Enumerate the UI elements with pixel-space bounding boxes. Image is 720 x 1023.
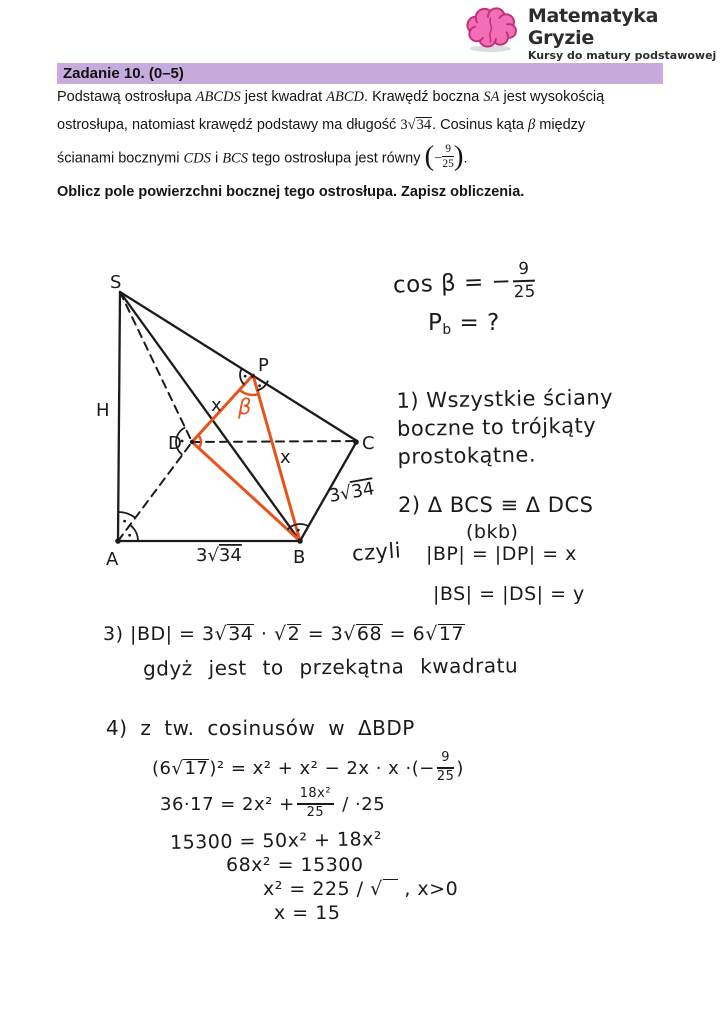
text-segment: cos β = − xyxy=(392,268,512,299)
note-step2-congruence: 2) Δ BCS ≡ Δ DCS xyxy=(398,493,594,517)
text-segment: między xyxy=(535,117,586,133)
note-czyli: czyli xyxy=(351,538,402,566)
problem-header: Zadanie 10. (0–5) xyxy=(57,63,663,84)
fraction-numerator: 9 xyxy=(442,143,454,157)
radicand: 68 xyxy=(356,623,383,645)
fraction-denominator: 25 xyxy=(513,281,537,301)
note-line: 1) Wszystkie ściany xyxy=(396,385,614,413)
fraction-numerator: 18x² xyxy=(297,788,334,805)
text-segment: . xyxy=(463,150,468,167)
text-segment: (6√ xyxy=(152,757,184,779)
label-ab-length: 3√34 xyxy=(196,545,242,566)
text-segment: Podstawą ostrosłupa xyxy=(57,89,196,105)
text-segment: i xyxy=(210,150,223,167)
note-eq-cosine-law xyxy=(152,750,464,785)
label-C: C xyxy=(362,433,375,454)
label-S: S xyxy=(110,272,122,293)
note-line: boczne to trójkąty xyxy=(396,413,597,441)
label-beta: β xyxy=(238,395,252,419)
note-eq-bp-dp: |BP| = |DP| = x xyxy=(426,543,577,565)
label-B: B xyxy=(293,547,306,568)
radicand: 2 xyxy=(287,623,301,645)
radicand: 17 xyxy=(184,757,209,779)
text-segment: = 6√ xyxy=(383,623,438,645)
text-segment: / ·25 xyxy=(336,793,386,815)
note-step3-reason: gdyż jest to przekątna kwadratu xyxy=(142,653,519,681)
task-statement: Oblicz pole powierzchni bocznej tego ostrosłupa. Zapisz obliczenia. xyxy=(57,184,525,200)
text-segment: · √ xyxy=(254,623,287,645)
math-var: CDS xyxy=(183,150,211,167)
note-cos-beta xyxy=(392,258,538,305)
problem-line-3 xyxy=(57,142,667,175)
vertex-dots xyxy=(115,374,359,544)
fraction-denominator: 25 xyxy=(442,158,454,170)
math-var: SA xyxy=(483,89,500,105)
fraction xyxy=(437,752,454,784)
problem-line-2 xyxy=(57,117,667,134)
note-eq-68x2: 68x² = 15300 xyxy=(226,854,364,876)
label-H: H xyxy=(96,400,110,421)
text-segment: 36·17 = 2x² + xyxy=(160,793,295,815)
fraction xyxy=(442,143,454,170)
open-paren: ( xyxy=(424,140,435,172)
text-segment: P xyxy=(428,310,443,336)
text-segment: . Cosinus kąta xyxy=(432,117,528,133)
note-step1 xyxy=(396,383,614,471)
text-segment: = 3√ xyxy=(301,623,356,645)
note-step4-law-of-cosines: 4) z tw. cosinusów w ΔBDP xyxy=(106,716,415,740)
note-pb-question xyxy=(428,310,500,338)
text-segment: )² = x² + x² − 2x · x ·(− xyxy=(209,757,435,779)
text-segment: . Krawędź boczna xyxy=(364,89,484,105)
logo-title: Matematyka Gryzie xyxy=(527,5,659,49)
text-segment: ) xyxy=(456,757,464,779)
fraction-numerator: 9 xyxy=(513,261,536,282)
fraction-numerator: 9 xyxy=(437,752,454,769)
subscript: b xyxy=(442,322,452,338)
note-eq-simplified xyxy=(160,786,386,821)
text-segment: ścianami bocznymi xyxy=(57,150,184,167)
brain-icon xyxy=(462,4,519,54)
close-paren: ) xyxy=(453,140,464,172)
fraction xyxy=(513,258,537,301)
label-bc-length: 3√34 xyxy=(327,478,377,507)
text-segment: , x>0 xyxy=(397,878,459,900)
radicand: 17 xyxy=(438,623,464,645)
note-eq-x-15: x = 15 xyxy=(274,902,341,924)
text-segment: jest wysokością xyxy=(499,89,605,105)
note-step3-diagonal xyxy=(103,623,465,645)
text-segment: x² = 225 / √ xyxy=(263,878,383,900)
note-line: prostokątne. xyxy=(397,442,537,469)
label-P: P xyxy=(258,355,269,376)
text-segment: jest kwadrat xyxy=(240,89,327,105)
note-step2-criterion: (bkb) xyxy=(466,521,519,543)
math-var: BCS xyxy=(222,150,248,167)
label-D: D xyxy=(168,433,182,454)
fraction-denominator: 25 xyxy=(306,804,325,820)
note-eq-bs-ds: |BS| = |DS| = y xyxy=(433,583,585,605)
fraction-denominator: 25 xyxy=(436,768,455,784)
text-segment: 3) |BD| = 3√ xyxy=(103,623,228,645)
text-segment: ostrosłupa, natomiast krawędź podstawy ma długość xyxy=(57,117,401,133)
logo-subtitle-line1: Kursy do matury podstawowej xyxy=(527,49,717,62)
radicand: 34 xyxy=(228,623,254,645)
radicand xyxy=(383,879,398,900)
note-eq-15300: 15300 = 50x² + 18x² xyxy=(169,828,383,854)
fraction xyxy=(297,788,334,820)
text-segment: tego ostrosłupa jest równy xyxy=(247,150,425,167)
note-eq-x2-225 xyxy=(263,878,458,900)
math-var: ABCD xyxy=(326,89,365,105)
math-var-beta: β xyxy=(527,117,536,133)
math-var: ABCDS xyxy=(195,89,241,105)
problem-line-1 xyxy=(57,89,667,106)
radical-sign: 3√ xyxy=(400,117,416,133)
label-x-dp: x xyxy=(211,395,222,416)
radicand: 34 xyxy=(416,117,432,133)
label-x-pb: x xyxy=(280,447,291,468)
minus-sign: − xyxy=(434,150,443,167)
label-A: A xyxy=(106,549,119,570)
text-segment: = ? xyxy=(451,310,500,336)
